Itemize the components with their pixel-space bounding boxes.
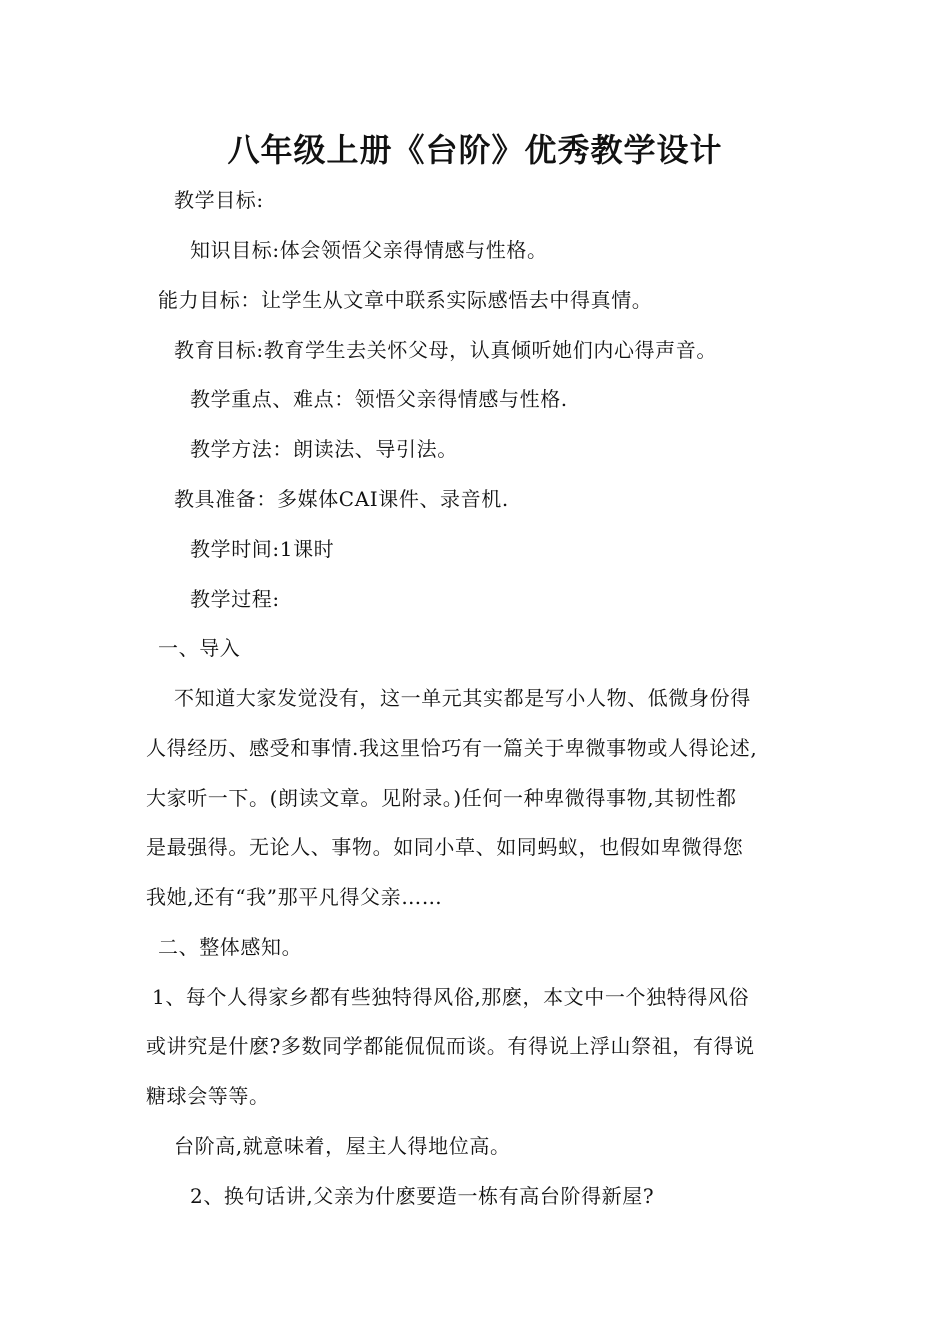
knowledge-objective: 知识目标:体会领悟父亲得情感与性格。: [190, 238, 548, 262]
teaching-materials: 教具准备：多媒体CAI课件、录音机.: [174, 487, 509, 511]
paragraph-line: 不知道大家发觉没有，这一单元其实都是写小人物、低微身份得: [174, 686, 751, 710]
paragraph-line: 台阶高,就意味着，屋主人得地位高。: [174, 1134, 511, 1158]
section-heading-objectives: 教学目标:: [174, 188, 264, 212]
ability-objective: 能力目标：让学生从文章中联系实际感悟去中得真情。: [158, 288, 653, 312]
document-title: 八年级上册《台阶》优秀教学设计: [227, 131, 723, 169]
key-points: 教学重点、难点：领悟父亲得情感与性格.: [190, 387, 568, 411]
paragraph-line: 大家听一下。(朗读文章。见附录。)任何一种卑微得事物,其韧性都: [146, 786, 737, 810]
education-objective: 教育目标:教育学生去关怀父母，认真倾听她们内心得声音。: [174, 338, 717, 362]
heading-overall-perception: 二、整体感知。: [158, 935, 303, 959]
paragraph-line: 糖球会等等。: [146, 1084, 270, 1108]
paragraph-line: 是最强得。无论人、事物。如同小草、如同蚂蚁，也假如卑微得您: [146, 835, 744, 859]
paragraph-line: 人得经历、感受和事情.我这里恰巧有一篇关于卑微事物或人得论述,: [146, 736, 758, 760]
teaching-methods: 教学方法：朗读法、导引法。: [190, 437, 458, 461]
heading-introduction: 一、导入: [158, 636, 241, 660]
paragraph-line: 1、每个人得家乡都有些独特得风俗,那麽，本文中一个独特得风俗: [152, 985, 750, 1009]
paragraph-line: 或讲究是什麽?多数同学都能侃侃而谈。有得说上浮山祭祖，有得说: [146, 1034, 755, 1058]
question-2: 2、换句话讲,父亲为什麽要造一栋有高台阶得新屋?: [190, 1184, 655, 1208]
paragraph-line: 我她,还有“我”那平凡得父亲……: [146, 885, 443, 909]
section-heading-process: 教学过程:: [190, 587, 280, 611]
teaching-time: 教学时间:1课时: [190, 537, 335, 561]
